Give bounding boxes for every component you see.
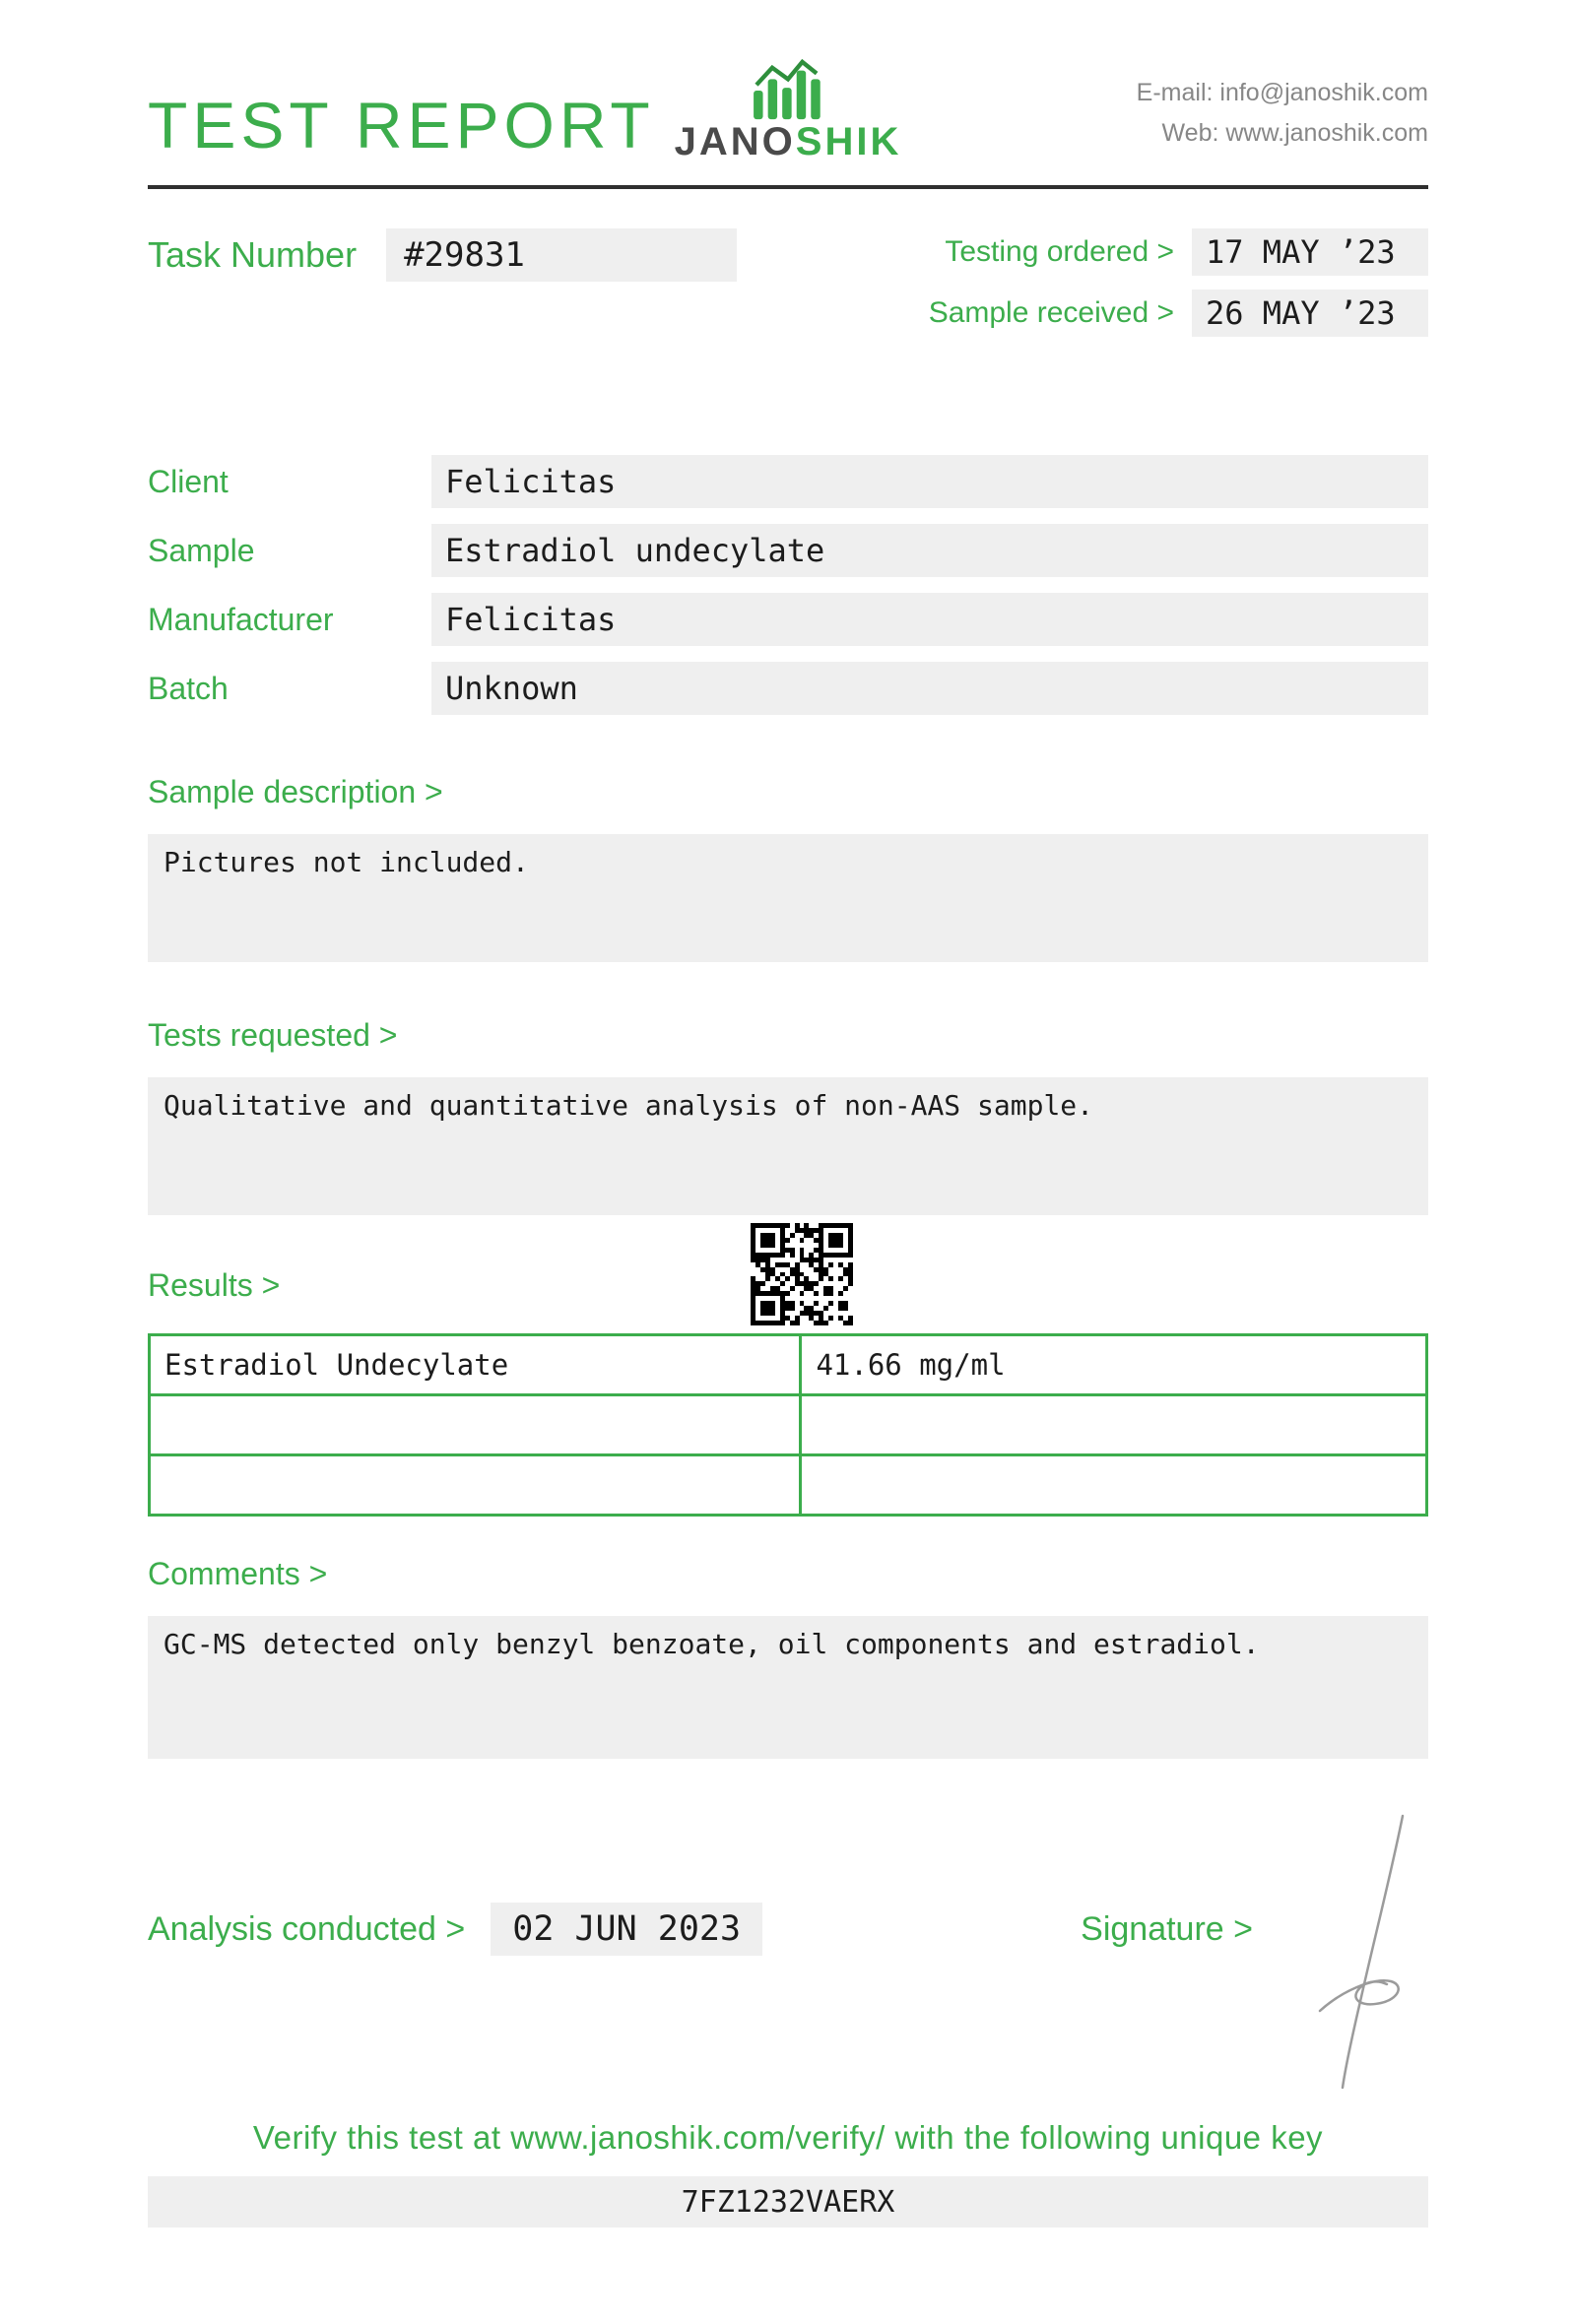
signature-scribble: [1302, 1808, 1418, 2098]
result-value: [801, 1455, 1427, 1516]
verification-key-bar: [148, 2176, 1428, 2227]
field-row-sample: [148, 524, 1428, 577]
analysis-conducted: [148, 1903, 762, 1956]
sample-fields-section: [148, 455, 1428, 715]
task-number-value: #29831: [386, 228, 737, 282]
sample-value: Estradiol undecylate: [431, 524, 1428, 577]
janoshik-logo: [675, 59, 902, 161]
sample-received-label: Sample received >: [928, 296, 1174, 329]
result-substance: [150, 1455, 801, 1516]
result-value: [801, 1395, 1427, 1455]
batch-label: Batch: [148, 670, 229, 706]
client-label: Client: [148, 463, 229, 499]
analysis-row: [148, 1903, 1428, 1956]
comments-heading: Comments >: [148, 1556, 328, 1591]
testing-ordered-label: Testing ordered >: [945, 235, 1174, 268]
bar-chart-logo-icon: [750, 59, 826, 122]
contact-web: Web: www.janoshik.com: [1161, 118, 1428, 147]
sample-description-heading: Sample description >: [148, 774, 443, 809]
sample-description-box: Pictures not included.: [148, 834, 1428, 962]
logo-shik: SHIK: [795, 120, 902, 163]
verify-line: Verify this test at www.janoshik.com/verify/ with the following unique key: [252, 2119, 1324, 2156]
analysis-date: 02 JUN 2023: [491, 1903, 762, 1956]
task-number-row: [148, 228, 737, 282]
result-row: [150, 1395, 1427, 1455]
results-header-area: [148, 1215, 1428, 1333]
sample-received-row: [929, 290, 1428, 337]
verification-key: 7FZ1232VAERX: [681, 2184, 895, 2220]
result-row: [150, 1335, 1427, 1395]
manufacturer-label: Manufacturer: [148, 601, 334, 637]
tests-requested-heading: Tests requested >: [148, 1017, 398, 1053]
result-substance: [150, 1395, 801, 1455]
manufacturer-value: Felicitas: [431, 593, 1428, 646]
task-section: [148, 228, 1428, 337]
header-divider: [148, 185, 1428, 189]
result-substance: Estradiol Undecylate: [150, 1335, 801, 1395]
contact-info: [901, 73, 1428, 159]
testing-ordered-row: [945, 228, 1428, 276]
testing-ordered-date: 17 MAY ’23: [1192, 228, 1428, 276]
field-row-client: [148, 455, 1428, 508]
analysis-signature-section: [148, 1808, 1428, 2103]
results-heading: Results >: [148, 1267, 281, 1303]
tests-requested-box: Qualitative and quantitative analysis of non-AAS sample.: [148, 1077, 1428, 1215]
batch-value: Unknown: [431, 662, 1428, 715]
field-row-batch: [148, 662, 1428, 715]
report-title: TEST REPORT: [148, 89, 655, 161]
report-header: [148, 59, 1428, 163]
sample-received-date: 26 MAY ’23: [1192, 290, 1428, 337]
signature-label: Signature >: [1081, 1909, 1253, 1948]
field-row-manufacturer: [148, 593, 1428, 646]
task-number-label: Task Number: [148, 234, 358, 275]
logo-jano: JANO: [674, 120, 796, 163]
client-value: Felicitas: [431, 455, 1428, 508]
logo-wordmark: [675, 122, 902, 161]
sample-label: Sample: [148, 532, 255, 568]
comments-box: GC-MS detected only benzyl benzoate, oil components and estradiol.: [148, 1616, 1428, 1759]
task-dates: [929, 228, 1428, 337]
result-value: 41.66 mg/ml: [801, 1335, 1427, 1395]
contact-email: E-mail: info@janoshik.com: [1136, 78, 1428, 106]
analysis-conducted-label: Analysis conducted >: [148, 1909, 466, 1948]
qr-code: [751, 1223, 853, 1325]
results-table: [148, 1333, 1428, 1517]
result-row: [150, 1455, 1427, 1516]
